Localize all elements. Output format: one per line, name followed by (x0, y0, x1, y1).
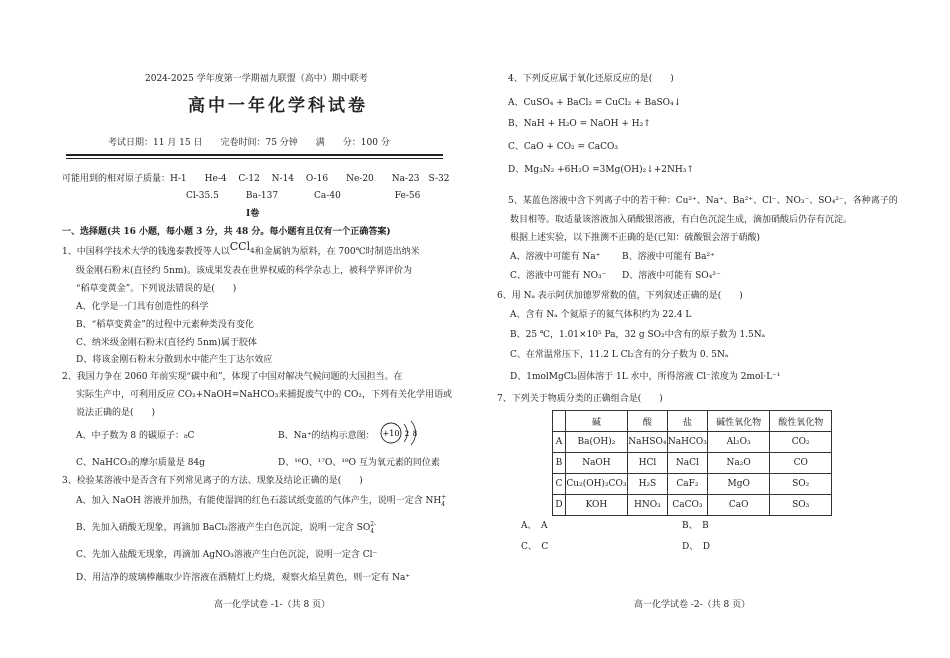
q4-option-b[interactable]: B、NaH + H₂O = NaOH + H₂↑ (508, 119, 651, 129)
exam-title: 高中一年化学科试卷 (188, 96, 368, 116)
q2-option-b[interactable]: B、Na⁺的结构示意图： (278, 431, 375, 441)
table-cell: SO₃ (770, 495, 832, 516)
table-cell: NaOH (565, 453, 627, 474)
so4-charge: 2- 4 (370, 520, 377, 535)
q1-line1 (62, 240, 420, 259)
q1-line1a: 1、中国科学技术大学的钱逸泰教授等人以 (62, 247, 230, 257)
q3-option-c[interactable]: C、先加入盐酸无现象，再滴加 AgNO₃溶液产生白色沉淀，说明一定含 Cl⁻ (76, 550, 378, 560)
table-header-cell: 盐 (667, 411, 707, 432)
table-cell: KOH (565, 495, 627, 516)
table-cell: Na₂O (707, 453, 770, 474)
table-cell: NaHCO₃ (667, 432, 707, 453)
classification-table (552, 410, 832, 516)
volume-label: Ⅰ卷 (246, 209, 260, 219)
section-heading: 一、选择题(共 16 小题，每小题 3 分，共 48 分。每小题有且仅有一个正确答案) (62, 227, 391, 237)
exam-union-header: 2024-2025 学年度第一学期福九联盟（高中）期中联考 (145, 74, 368, 84)
table-cell: D (553, 495, 566, 516)
table-cell: SO₂ (770, 474, 832, 495)
table-header-cell: 碱性氧化物 (707, 411, 770, 432)
q5-line2: 数目相等。取适量该溶液加入硝酸银溶液，有白色沉淀生成，滴加硝酸后仍存有沉淀。 (510, 215, 853, 225)
q5-line1: 5、某蓝色溶液中含下列离子中的若干种：Cu²⁺、Na⁺、Ba²⁺、Cl⁻、NO₃⁻、SO₄²⁻，各种离子的 (508, 196, 898, 206)
exam-info: 考试日期：11 月 15 日 完卷时间：75 分钟 满 分：100 分 (108, 138, 390, 148)
q7-option-b[interactable]: B、 B (682, 521, 709, 531)
q5-option-a[interactable]: A、溶液中可能有 Na⁺ (510, 252, 601, 262)
classification-table-body (553, 411, 832, 516)
q1-option-a[interactable]: A、化学是一门具有创造性的科学 (76, 302, 209, 312)
table-header-cell: 酸 (627, 411, 667, 432)
q5-option-d[interactable]: D、溶液中可能有 SO₄²⁻ (622, 271, 721, 281)
q1-line1b: 和金属钠为原料，在 700℃时制造出纳米 (254, 247, 420, 257)
table-cell: Ba(OH)₂ (565, 432, 627, 453)
q1-line3: “稻草变黄金”。下列说法错误的是( ) (76, 284, 237, 294)
q6-option-b[interactable]: B、25 ℃，1.01×10⁵ Pa，32 g SO₂中含有的原子数为 1.5Nₐ (510, 330, 766, 340)
table-cell: H₂S (627, 474, 667, 495)
table-cell: CaF₂ (667, 474, 707, 495)
table-cell: MgO (707, 474, 770, 495)
q7-option-c[interactable]: C、 C (521, 542, 549, 552)
header-rule-thin (66, 158, 443, 159)
table-cell: B (553, 453, 566, 474)
q4-option-c[interactable]: C、CaO + CO₂ = CaCO₃ (508, 142, 619, 152)
table-cell: HCl (627, 453, 667, 474)
q2-line3: 说法正确的是( ) (76, 408, 156, 418)
q5-line3: 根据上述实验，以下推测不正确的是(已知：硫酸银会溶于硝酸) (510, 233, 761, 243)
electron-shell-2-count: 8 (412, 430, 418, 438)
table-cell: NaCl (667, 453, 707, 474)
q5-option-c[interactable]: C、溶液中可能有 NO₃⁻ (510, 271, 607, 281)
table-cell: CO (770, 453, 832, 474)
nucleus-charge: +10 (382, 429, 400, 438)
q2-option-a[interactable]: A、中子数为 8 的碳原子：₈C (76, 431, 195, 441)
q1-option-d[interactable]: D、将该金刚石粉末分散到水中能产生丁达尔效应 (76, 355, 273, 365)
table-cell: HNO₃ (627, 495, 667, 516)
table-header-cell (553, 411, 566, 432)
table-row (553, 453, 832, 474)
q1-option-c[interactable]: C、纳米级金刚石粉末(直径约 5nm)属于胶体 (76, 338, 257, 348)
q6-option-d[interactable]: D、1molMgCl₂固体溶于 1L 水中，所得溶液 Cl⁻浓度为 2mol·L⁻¹ (510, 372, 781, 382)
q4-stem: 4、下列反应属于氧化还原反应的是( ) (508, 74, 674, 84)
table-row (553, 474, 832, 495)
table-row (553, 432, 832, 453)
nh4-charge: + 4 (441, 493, 447, 508)
q1-option-b[interactable]: B、“稻草变黄金”的过程中元素种类没有变化 (76, 320, 254, 330)
na-ion-structure-diagram (374, 416, 426, 450)
footer-page-1: 高一化学试卷 -1-（共 8 页） (214, 600, 331, 610)
q2-line2: 实际生产中，可利用反应 CO₂+NaOH=NaHCO₃来捕捉废气中的 CO₂，下列有关化学用语或 (76, 390, 452, 400)
table-header-row (553, 411, 832, 432)
atomic-masses-line2: Cl-35.5 Ba-137 Ca-40 Fe-56 (186, 191, 421, 201)
table-cell: CaO (707, 495, 770, 516)
q1-formula: CCl$_4$ (229, 240, 255, 256)
q2-option-d[interactable]: D、¹⁶O、¹⁷O、¹⁸O 互为氧元素的同位素 (278, 458, 440, 468)
q3-option-a[interactable]: A、加入 NaOH 溶液并加热，有能使湿润的红色石蕊试纸变蓝的气体产生，说明一定含 NH+ 4 (76, 493, 447, 508)
q6-option-c[interactable]: C、在常温常压下，11.2 L Cl₂含有的分子数为 0. 5Nₐ (510, 350, 729, 360)
table-cell: C (553, 474, 566, 495)
table-cell: NaHSO₄ (627, 432, 667, 453)
table-cell: Cu₂(OH)₂CO₃ (565, 474, 627, 495)
q7-stem: 7、下列关于物质分类的正确组合是( ) (497, 394, 663, 404)
table-cell: Al₂O₃ (707, 432, 770, 453)
table-cell: A (553, 432, 566, 453)
atomic-masses-line1: 可能用到的相对原子质量：H-1 He-4 C-12 N-14 O-16 Ne-20 Na-23 S-32 (62, 174, 450, 184)
q2-line1: 2、我国力争在 2060 年前实现“碳中和”，体现了中国对解决气候问题的大国担当。在 (62, 372, 403, 382)
q7-option-a[interactable]: A、 A (521, 521, 548, 531)
q3-option-b[interactable]: B、先加入硝酸无现象，再滴加 BaCl₂溶液产生白色沉淀，说明一定含 SO2- 4 (76, 520, 377, 535)
q7-option-d[interactable]: D、 D (682, 542, 710, 552)
electron-shell-1-count: 2 (404, 430, 410, 438)
q6-stem: 6、用 Nₐ 表示阿伏加德罗常数的值，下列叙述正确的是( ) (497, 291, 743, 301)
header-rule-thick (66, 154, 443, 156)
q4-option-d[interactable]: D、Mg₃N₂ +6H₂O =3Mg(OH)₂↓+2NH₃↑ (508, 165, 694, 175)
q1-line2: 级金刚石粉末(直径约 5nm)。该成果发表在世界权威的科学杂志上，被科学界评价为 (76, 266, 412, 276)
table-row (553, 495, 832, 516)
table-header-cell: 酸性氧化物 (770, 411, 832, 432)
q6-option-a[interactable]: A、含有 Nₐ 个氦原子的氦气体积约为 22.4 L (510, 310, 692, 320)
q5-option-b[interactable]: B、溶液中可能有 Ba²⁺ (622, 252, 715, 262)
q3-stem: 3、检验某溶液中是否含有下列常见离子的方法、现象及结论正确的是( ) (62, 476, 363, 486)
table-cell: CaCO₃ (667, 495, 707, 516)
q3-option-d[interactable]: D、用洁净的玻璃棒蘸取少许溶液在酒精灯上灼烧，观察火焰呈黄色，则一定有 Na⁺ (76, 573, 411, 583)
footer-page-2: 高一化学试卷 -2-（共 8 页） (634, 600, 751, 610)
table-cell: CO₂ (770, 432, 832, 453)
q2-option-c[interactable]: C、NaHCO₃的摩尔质量是 84g (76, 458, 205, 468)
q4-option-a[interactable]: A、CuSO₄ + BaCl₂ = CuCl₂ + BaSO₄↓ (508, 98, 682, 108)
table-header-cell: 碱 (565, 411, 627, 432)
